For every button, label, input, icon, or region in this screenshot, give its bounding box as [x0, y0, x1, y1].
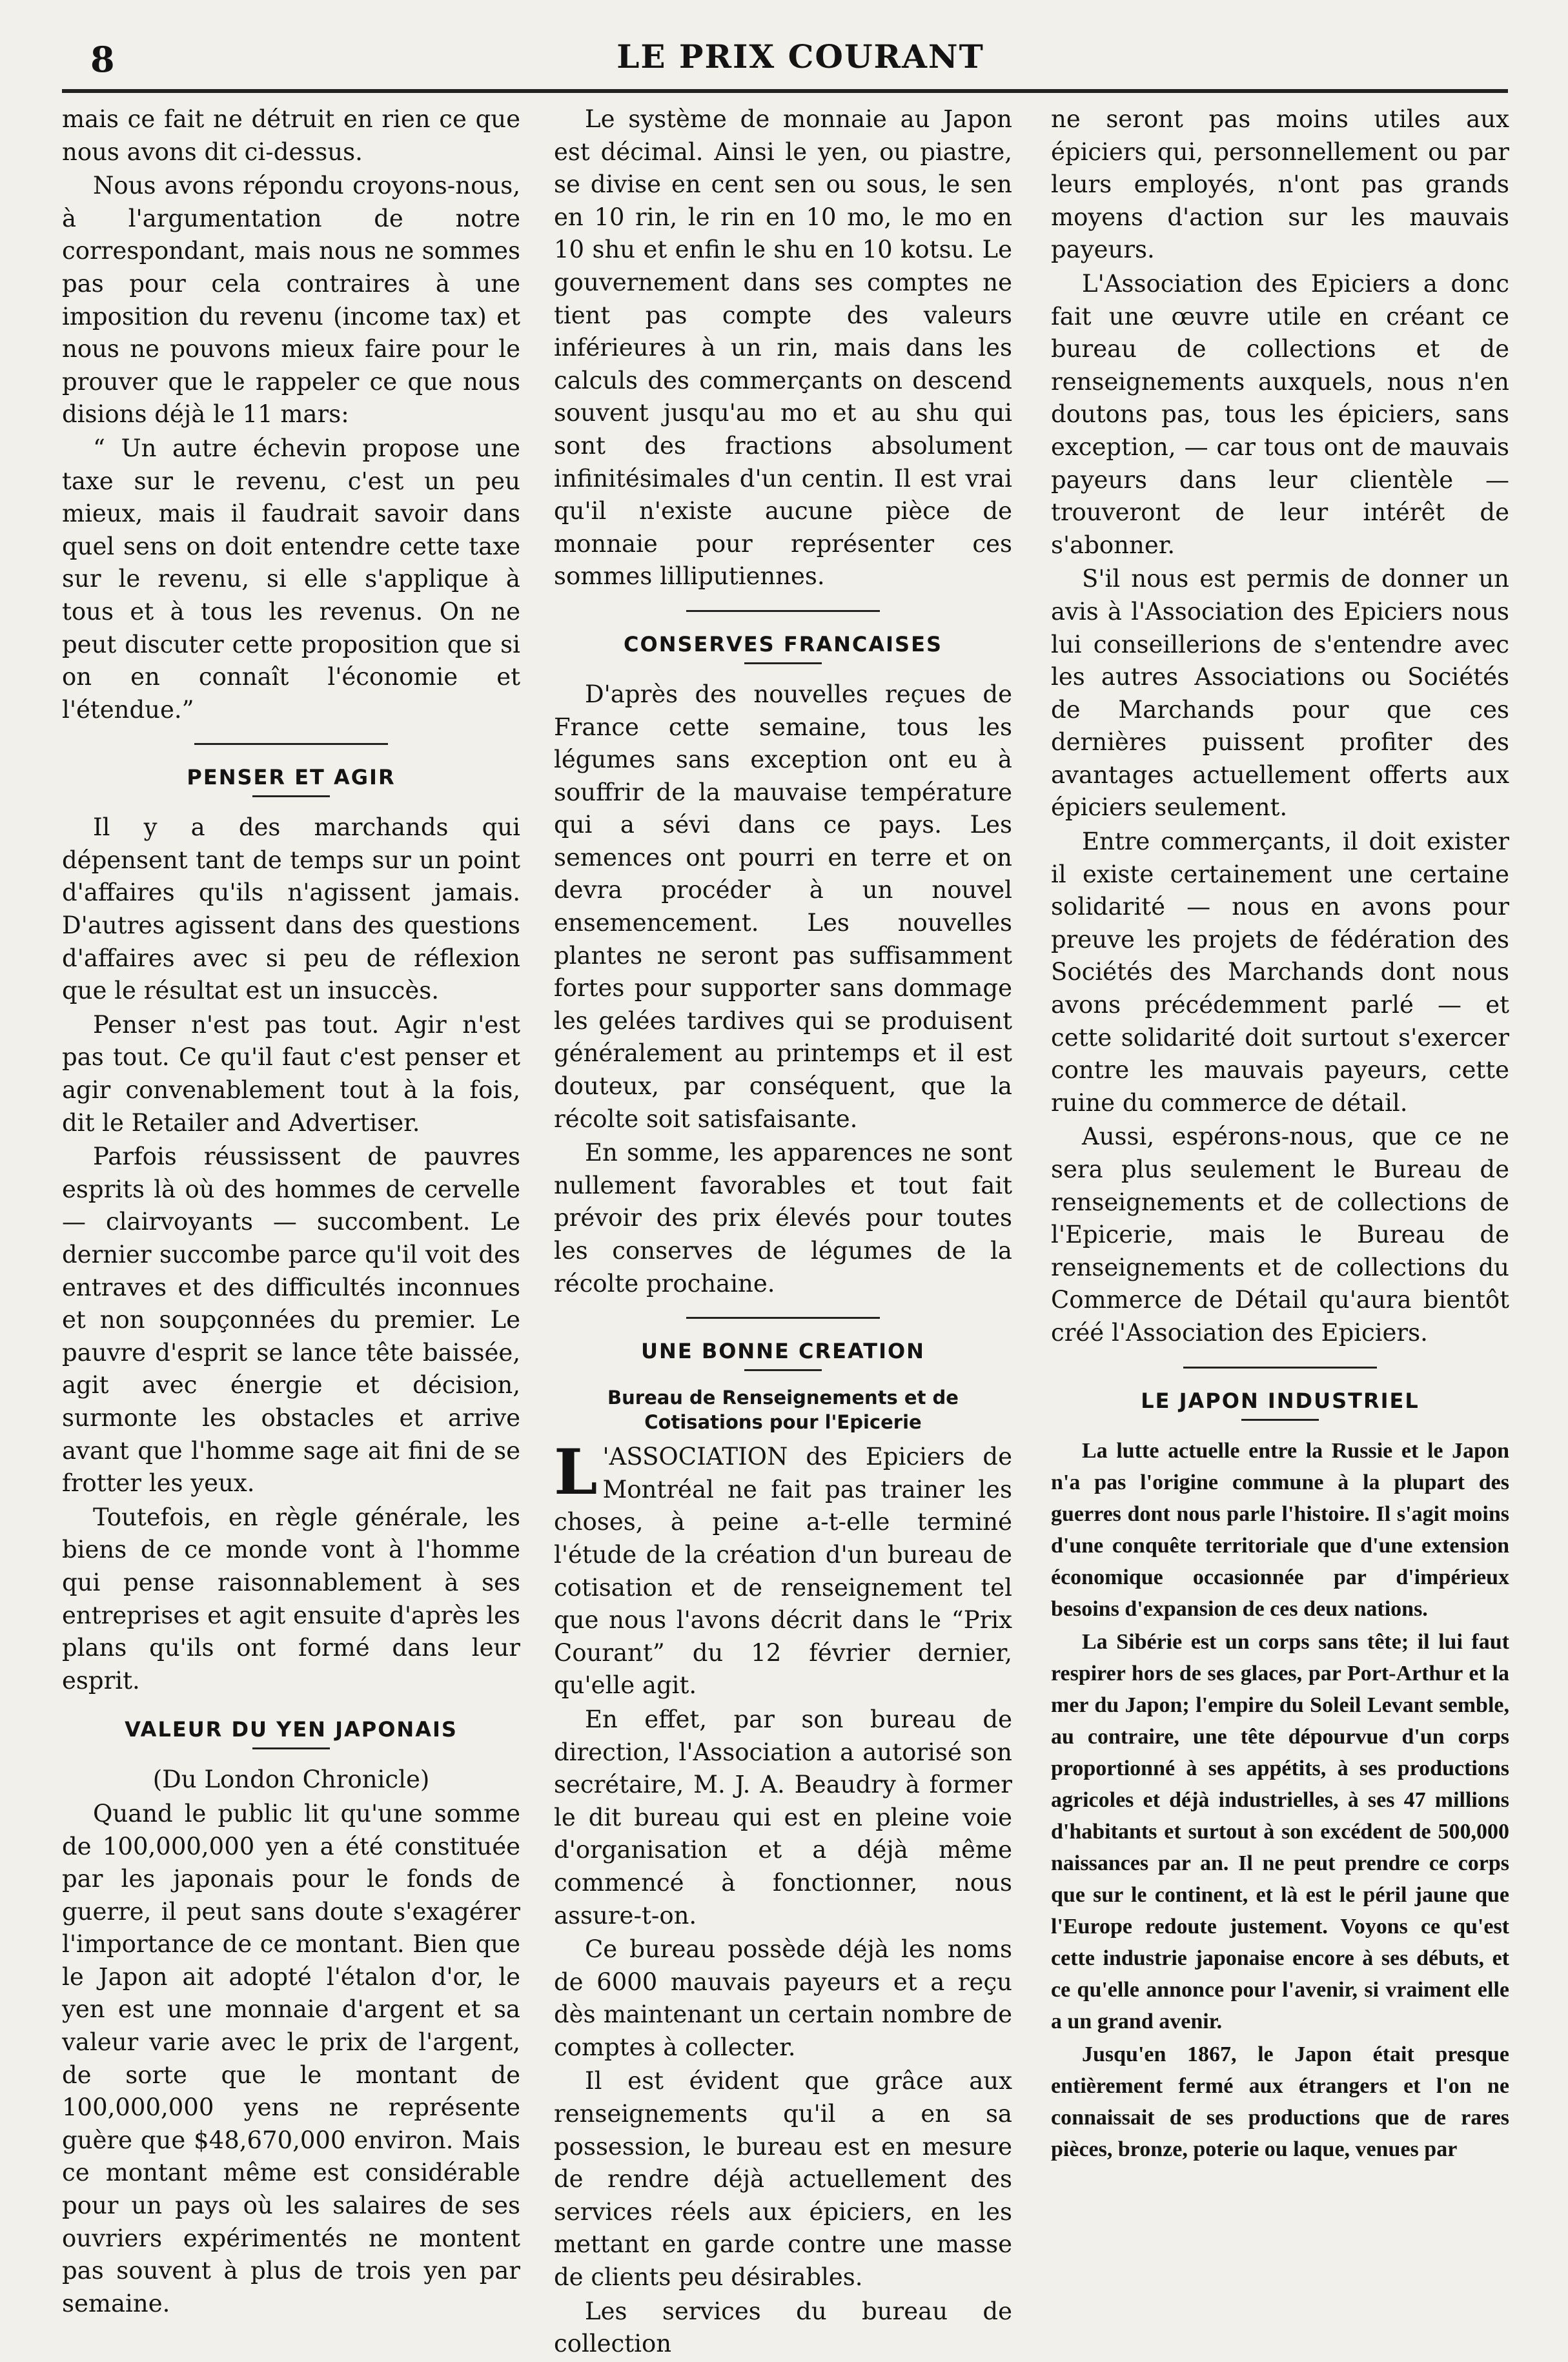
section-heading-yen: VALEUR DU YEN JAPONAIS — [125, 1717, 458, 1742]
paragraph: ne seront pas moins utiles aux épiciers qui, personnellement ou par leurs employés, n'ont pas grands moyens d'action sur les mauvais payeurs. — [1051, 105, 1509, 264]
paragraph: La lutte actuelle entre la Russie et le Japon n'a pas l'origine commune à la plupart des guerres dont nous parle l'histoire. Il s'agit moins d'une conquête territoriale que d'une extension économique occasionnée par d'impérieux besoins d'expansion de ces deux nations. — [1051, 1438, 1509, 1621]
section-divider — [686, 610, 880, 612]
bold-article — [1051, 1435, 1509, 2165]
column-3 — [1051, 103, 1509, 2166]
paragraph: La Sibérie est un corps sans tête; il lui faut respirer hors de ses glaces, par Port-Arthur et la mer du Japon; l'empire du Soleil Levant semble, au contraire, une tête dépourvue d'un corps proportionné à ses appétits, à ses productions agricoles et déjà industrielles, à ses 47 millions d'habitants et surtout à son excédent de 500,000 naissances par an. Il ne peut prendre ce corps que sur le continent, et là est le péril jaune que l'Europe redoute justement. Voyons ce qu'est cette industrie japonaise encore à ses débuts, et ce qu'elle annonce pour l'avenir, si vraiment elle a un grand avenir. — [1051, 1629, 1509, 2033]
heading-rule — [744, 1369, 822, 1371]
paragraph: Entre commerçants, il doit exister il existe certainement une certaine solidarité — nous en avons pour preuve les projets de fédération des Sociétés des Marchands dont nous avons précédemment parlé — et cette solidarité doit surtout s'exercer contre les mauvais payeurs, cette ruine du commerce de détail. — [1051, 828, 1509, 1117]
source-line: (Du London Chronicle) — [152, 1766, 430, 1794]
paragraph: mais ce fait ne détruit en rien ce que nous avons dit ci-dessus. — [62, 105, 520, 166]
paragraph: Toutefois, en règle générale, les biens de ce monde vont à l'homme qui pense raisonnablement à ses entreprises et agit ensuite d'après les plans qu'ils ont formé dans leur esprit. — [62, 1503, 520, 1695]
page-number: 8 — [90, 39, 115, 80]
paragraph: Il est évident que grâce aux renseignements qu'il a en sa possession, le bureau est en mesure de rendre déjà actuellement des services réels aux épiciers, en les mettant en garde contre une masse de clients peu désirables. — [554, 2067, 1012, 2292]
quote-paragraph: “ Un autre échevin propose une taxe sur le revenu, c'est un peu mieux, mais il faudrait savoir dans quel sens on doit entendre cette taxe sur le revenu, si elle s'applique à tous et à tous les revenus. On ne peut discuter cette proposition que si on en connaît l'économie et l'étendue.” — [62, 434, 520, 724]
section-divider — [1183, 1367, 1377, 1369]
section-heading-penser: PENSER ET AGIR — [187, 765, 396, 790]
column-2 — [554, 103, 1012, 2362]
paragraph: Aussi, espérons-nous, que ce ne sera plus seulement le Bureau de renseignements et de collections de l'Epicerie, mais le Bureau de renseignements et de collections du Commerce de Détail qu'aura bientôt créé l'Association des Epiciers. — [1051, 1123, 1509, 1347]
heading-rule — [252, 795, 330, 797]
paragraph: Le système de monnaie au Japon est décimal. Ainsi le yen, ou piastre, se divise en cent sen ou sous, le sen en 10 rin, le rin en 10 mo, le mo en 10 shu et enfin le shu en 10 kotsu. Le gouvernement dans ses comptes ne tient pas compte des valeurs inférieures à un rin, mais dans les calculs des commerçants on descend souvent jusqu'au mo et au shu qui sont des fractions absolument infinitésimales d'un centin. Il est vrai qu'il n'existe aucune pièce de monnaie pour représenter ces sommes lilliputiennes. — [554, 105, 1012, 591]
paragraph: En effet, par son bureau de direction, l'Association a autorisé son secrétaire, M. J. A. Beaudry à former le dit bureau qui est en pleine voie d'organisation et a déjà même commencé à fonctionner, nous assure-t-on. — [554, 1705, 1012, 1929]
header-rule — [62, 89, 1508, 93]
paragraph: Nous avons répondu croyons-nous, à l'argumentation de notre correspondant, mais nous ne sommes pas pour cela contraires à une imposition du revenu (income tax) et nous ne pouvons mieux faire pour le prouver que le rappeler ce que nous disions déjà le 11 mars: — [62, 172, 520, 429]
paragraph-text: 'ASSOCIATION des Epiciers de Montréal ne fait pas trainer les choses, à peine a-t-elle terminé l'étude de la création d'un bureau de cotisation et de renseignement tel que nous l'avons décrit dans le “Prix Courant” du 12 février dernier, qu'elle agit. — [554, 1443, 1012, 1700]
heading-rule — [252, 1747, 330, 1749]
section-divider — [194, 743, 388, 745]
heading-rule — [1241, 1419, 1319, 1421]
paragraph: Parfois réussissent de pauvres esprits là où des hommes de cervelle — clairvoyants — succombent. Le dernier succombe parce qu'il voit des entraves et des difficultés inconnues et non soupçonnées du premier. Le pauvre d'esprit se lance tête baissée, agit avec énergie et décision, surmonte les obstacles et arrive avant que l'homme sage ait fini de se frotter les yeux. — [62, 1143, 520, 1498]
paragraph: D'après des nouvelles reçues de France cette semaine, tous les légumes sans exception ont eu à souffrir de la mauvaise température qui a sévi dans ce pays. Les semences ont pourri en terre et on devra procéder à un nouvel ensemencement. Les nouvelles plantes ne seront pas suffisamment fortes pour supporter sans dommage les gelées tardives qui se produisent généralement au printemps et il est douteux, par conséquent, que la récolte soit satisfaisante. — [554, 680, 1012, 1133]
page-header — [58, 34, 1543, 92]
paragraph: S'il nous est permis de donner un avis à l'Association des Epiciers nous lui conseillerions de s'entendre avec les autres Associations ou Sociétés de Marchands pour que ces dernières puissent profiter des avantages actuellement offerts aux épiciers seulement. — [1051, 565, 1509, 822]
paragraph: Ce bureau possède déjà les noms de 6000 mauvais payeurs et a reçu dès maintenant un certain nombre de comptes à collecter. — [554, 1935, 1012, 2061]
section-heading-japon: LE JAPON INDUSTRIEL — [1141, 1388, 1420, 1413]
paragraph: L'Association des Epiciers a donc fait une œuvre utile en créant ce bureau de collections et de renseignements auxquels, nous n'en doutons pas, tous les épiciers, sans exception, — car tous ont de mauvais payeurs dans leur clientèle — trouveront de leur intérêt de s'abonner. — [1051, 269, 1509, 559]
drop-cap: L — [554, 1436, 598, 1509]
section-divider — [686, 1317, 880, 1319]
paragraph-with-dropcap — [554, 1436, 1012, 1702]
paragraph: Les services du bureau de collection — [554, 2297, 1012, 2358]
paragraph: Penser n'est pas tout. Agir n'est pas tout. Ce qu'il faut c'est penser et agir convenablement tout à la fois, dit le Retailer and Advertiser. — [62, 1010, 520, 1137]
paragraph: Jusqu'en 1867, le Japon était presque entièrement fermé aux étrangers et l'on ne connaissait de ses productions que de rares pièces, bronze, poterie ou laque, venues par — [1051, 2042, 1509, 2161]
section-subheading: Bureau de Renseignements et de Cotisations pour l'Epicerie — [607, 1387, 959, 1434]
newspaper-title: LE PRIX COURANT — [616, 37, 984, 76]
column-1 — [62, 103, 520, 2321]
paragraph: Il y a des marchands qui dépensent tant de temps sur un point d'affaires qu'ils n'agissent jamais. D'autres agissent dans des questions d'affaires avec si peu de réflexion que le résultat est un insuccès. — [62, 813, 520, 1005]
paragraph: Quand le public lit qu'une somme de 100,000,000 yen a été constituée par les japonais pour le fonds de guerre, il peut sans doute s'exagérer l'importance de ce montant. Bien que le Japon ait adopté l'étalon d'or, le yen est une monnaie d'argent et sa valeur varie avec le prix de l'argent, de sorte que le montant de 100,000,000 yens ne représente guère que $48,670,000 environ. Mais ce montant même est considérable pour un pays où les salaires de ses ouvriers expérimentés ne montent pas souvent à plus de trois yen par semaine. — [62, 1799, 520, 2317]
paragraph: En somme, les apparences ne sont nullement favorables et tout fait prévoir des prix élevés pour toutes les conserves de légumes de la récolte prochaine. — [554, 1139, 1012, 1298]
heading-rule — [744, 662, 822, 664]
section-heading-creation: UNE BONNE CREATION — [641, 1339, 925, 1364]
section-heading-conserves: CONSERVES FRANCAISES — [624, 631, 942, 657]
